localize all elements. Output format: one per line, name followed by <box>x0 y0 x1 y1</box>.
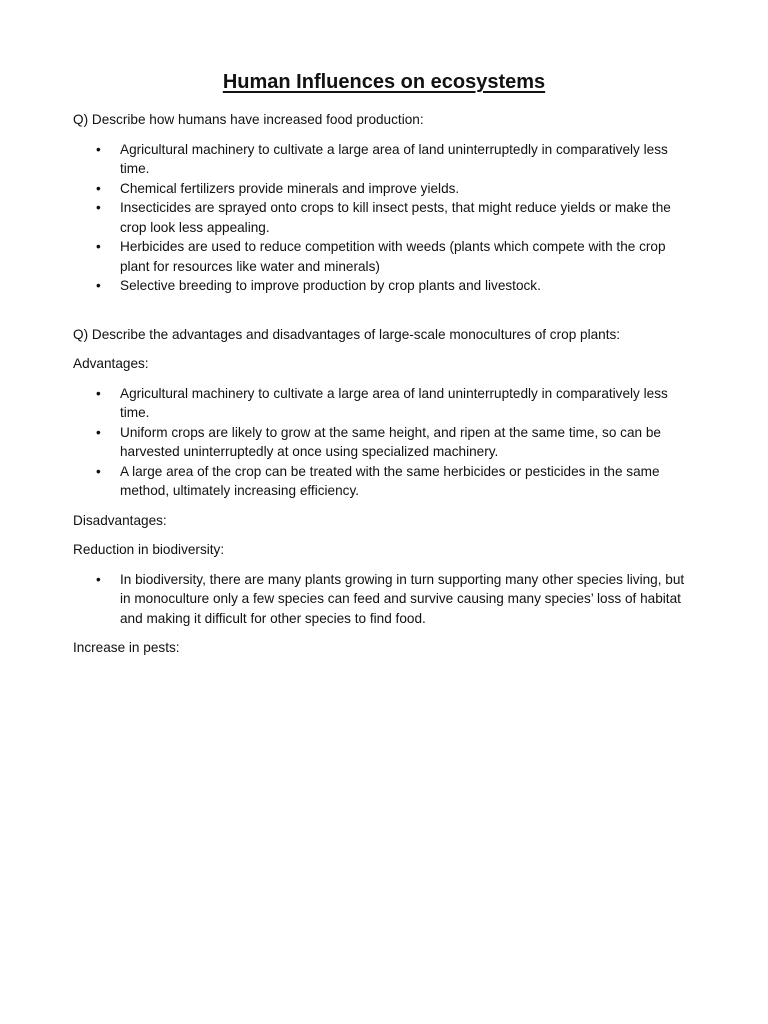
bullet-icon: • <box>96 385 101 401</box>
bullet-icon: • <box>96 571 101 587</box>
biodiversity-list <box>73 570 695 629</box>
question-2: Q) Describe the advantages and disadvantages of large-scale monocultures of crop plants: <box>73 326 621 342</box>
list-item: • Uniform crops are likely to grow at the same height, and ripen at the same time, so can be harvested uninterruptedly at once using specialized machinery. <box>96 424 661 459</box>
bullet-icon: • <box>96 278 101 293</box>
food-production-list <box>73 140 695 296</box>
question-1: Q) Describe how humans have increased food production: <box>73 112 424 127</box>
pests-heading: Increase in pests: <box>73 640 180 655</box>
bullet-icon: • <box>96 424 101 440</box>
list-item: • Selective breeding to improve production by crop plants and livestock. <box>73 276 695 296</box>
bullet-icon: • <box>96 463 101 479</box>
bullet-icon: • <box>96 141 101 157</box>
list-item: • Chemical fertilizers provide minerals and improve yields. <box>73 179 695 199</box>
disadvantages-heading: Disadvantages: <box>73 512 167 528</box>
list-item: • A large area of the crop can be treated with the same herbicides or pesticides in the same method, ultimately increasing efficiency. <box>96 463 660 498</box>
bullet-icon: • <box>96 200 101 215</box>
biodiversity-heading: Reduction in biodiversity: <box>73 542 225 557</box>
list-item: • Agricultural machinery to cultivate a large area of land uninterruptedly in comparatively less time. <box>96 141 668 176</box>
list-item: • In biodiversity, there are many plants growing in turn supporting many other species living, but in monoculture only a few species can feed and survive causing many species’ loss of habitat and making it difficult for other species to find food. <box>96 571 685 626</box>
advantages-list <box>73 384 695 501</box>
bullet-icon: • <box>96 239 101 254</box>
list-item: • Herbicides are used to reduce competition with weeds (plants which compete with the crop plant for resources like water and minerals) <box>96 239 666 274</box>
advantages-heading: Advantages: <box>73 356 149 371</box>
bullet-icon: • <box>96 180 101 196</box>
page-title: Human Influences on ecosystems <box>222 71 546 93</box>
list-item: • Agricultural machinery to cultivate a large area of land uninterruptedly in comparatively less time. <box>96 385 668 420</box>
list-item: • Insecticides are sprayed onto crops to kill insect pests, that might reduce yields or make the crop look less appealing. <box>96 200 671 235</box>
